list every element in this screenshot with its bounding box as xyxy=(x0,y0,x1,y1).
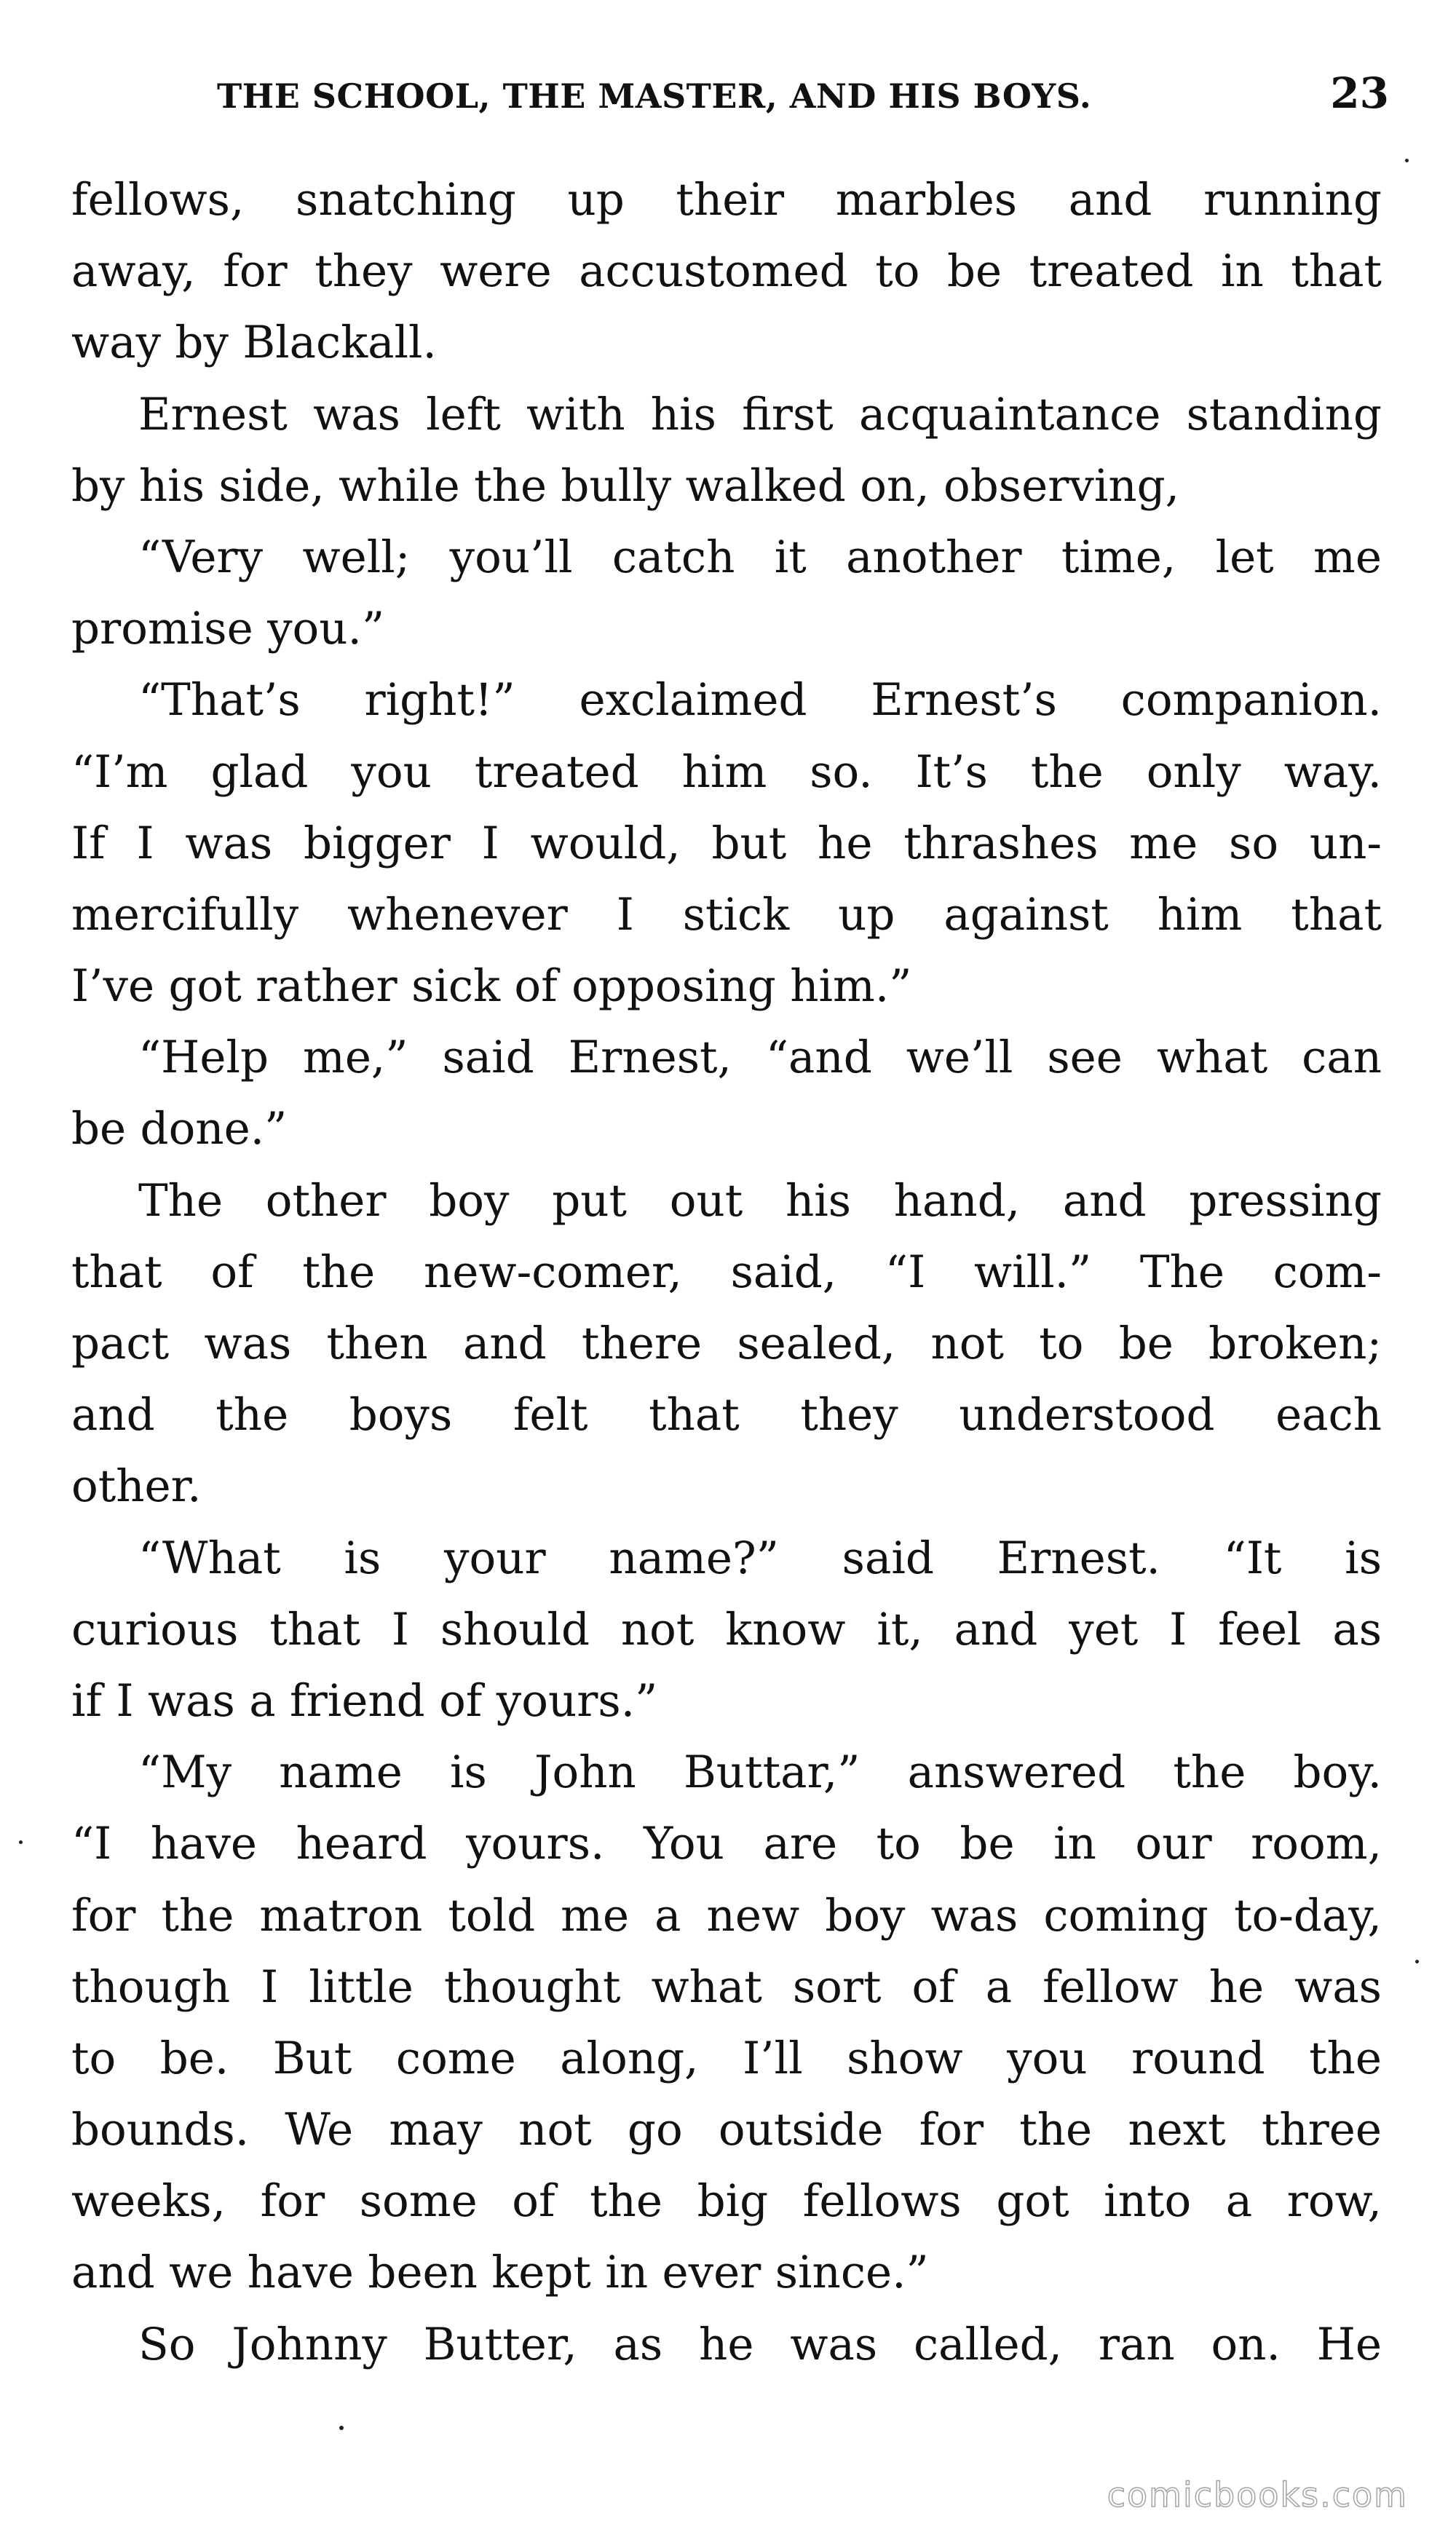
print-speck xyxy=(1415,1960,1419,1963)
print-speck xyxy=(19,1840,23,1844)
text-line: to be. But come along, I’ll show you round the xyxy=(71,2032,1382,2084)
text-line: The other boy put out his hand, and pressing xyxy=(138,1174,1382,1227)
text-line: and the boys felt that they understood each xyxy=(71,1389,1382,1441)
text-line: other. xyxy=(71,1460,202,1513)
text-line: “Help me,” said Ernest, “and we’ll see what can xyxy=(138,1032,1382,1084)
text-line: “My name is John Buttar,” answered the boy. xyxy=(138,1746,1382,1799)
text-line: Ernest was left with his first acquaintance standing xyxy=(138,388,1382,440)
text-line: though I little thought what sort of a fellow he was xyxy=(71,1961,1382,2013)
text-line: So Johnny Butter, as he was called, ran on. He xyxy=(138,2318,1382,2370)
text-line: that of the new-comer, said, “I will.” The com- xyxy=(71,1246,1382,1298)
print-speck xyxy=(339,2426,344,2430)
text-line: weeks, for some of the big fellows got into a row, xyxy=(71,2175,1382,2228)
text-line: promise you.” xyxy=(71,603,385,655)
text-line: and we have been kept in ever since.” xyxy=(71,2247,929,2299)
site-watermark: comicbooks.com xyxy=(1107,2475,1408,2515)
text-line: way by Blackall. xyxy=(71,317,437,369)
text-line: bounds. We may not go outside for the next three xyxy=(71,2104,1382,2156)
text-line: for the matron told me a new boy was coming to-day, xyxy=(71,1889,1382,1942)
body-text xyxy=(71,165,1382,2381)
text-line: “I have heard yours. You are to be in our room, xyxy=(71,1818,1382,1870)
text-line: away, for they were accustomed to be treated in that xyxy=(71,245,1382,298)
running-head: THE SCHOOL, THE MASTER, AND HIS BOYS. xyxy=(217,76,1092,116)
text-line: “What is your name?” said Ernest. “It is xyxy=(138,1532,1382,1584)
print-speck xyxy=(1405,159,1409,162)
text-line: I’ve got rather sick of opposing him.” xyxy=(71,960,912,1013)
text-line: “Very well; you’ll catch it another time, let me xyxy=(138,531,1382,583)
text-line: by his side, while the bully walked on, observing, xyxy=(71,459,1180,512)
text-line: mercifully whenever I stick up against him that xyxy=(71,888,1382,941)
text-line: fellows, snatching up their marbles and running xyxy=(71,174,1382,226)
text-line: “I’m glad you treated him so. It’s the only way. xyxy=(71,745,1382,798)
text-line: be done.” xyxy=(71,1103,288,1155)
page-number: 23 xyxy=(1330,68,1389,118)
text-line: if I was a friend of yours.” xyxy=(71,1674,658,1727)
text-line: If I was bigger I would, but he thrashes me so un- xyxy=(71,817,1382,869)
text-line: “That’s right!” exclaimed Ernest’s companion. xyxy=(138,674,1382,727)
text-line: pact was then and there sealed, not to be broken; xyxy=(71,1318,1382,1369)
text-line: curious that I should not know it, and yet I feel as xyxy=(71,1603,1382,1655)
